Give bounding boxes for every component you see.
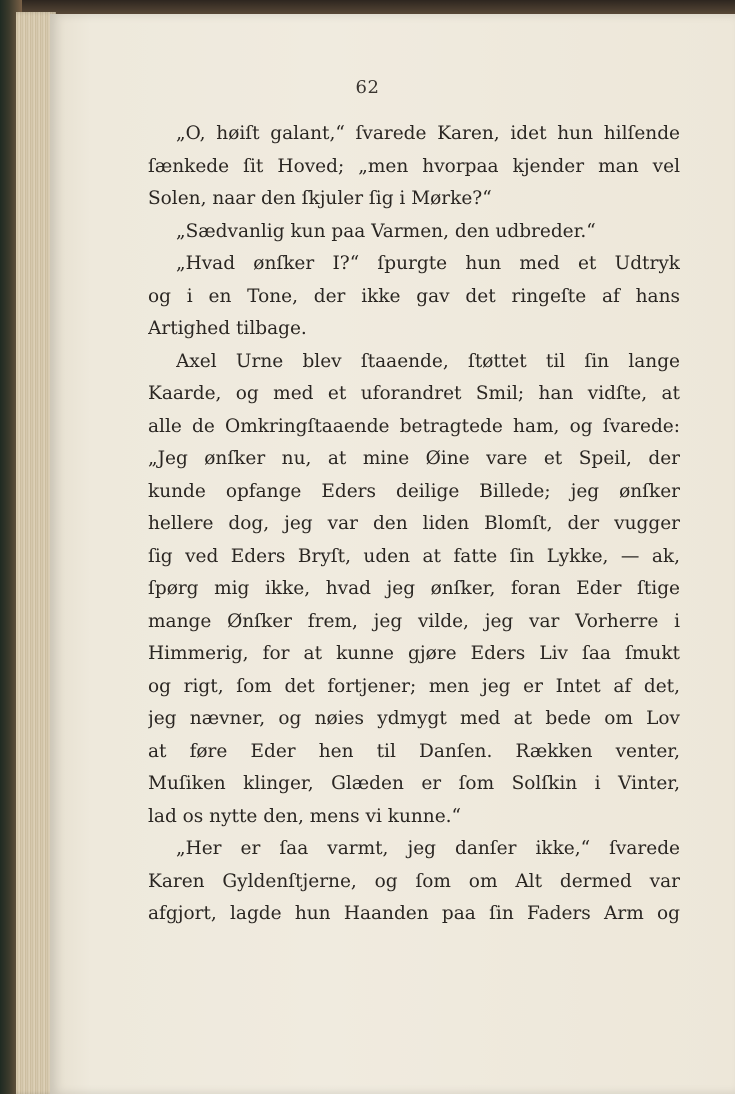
text-line: jeg nævner, og nøies ydmygt med at bede om Lov bbox=[148, 708, 680, 729]
text-line: Himmerig, for at kunne gjøre Eders Liv ſaa ſmukt bbox=[148, 643, 680, 664]
text-line: „O, høiſt galant,“ ſvarede Karen, idet hun hilſende bbox=[176, 123, 680, 144]
text-line: Kaarde, og med et uforandret Smil; han vidſte, at bbox=[148, 383, 680, 404]
text-line: kunde opfange Eders deilige Billede; jeg ønſker bbox=[148, 480, 680, 502]
text-line: Axel Urne blev ſtaaende, ſtøttet til ſin lange bbox=[176, 350, 680, 372]
text-line: Karen Gyldenſtjerne, og ſom om Alt dermed var bbox=[148, 870, 680, 892]
text-line: afgjort, lagde hun Haanden paa ſin Faders Arm og bbox=[148, 903, 680, 924]
text-line: hellere dog, jeg var den liden Blomſt, der vugger bbox=[148, 513, 680, 534]
text-line: „Her er ſaa varmt, jeg danſer ikke,“ ſvarede bbox=[176, 838, 680, 859]
text-line: „Jeg ønſker nu, at mine Øine vare et Speil, der bbox=[148, 448, 680, 469]
text-line: Muſiken klinger, Glæden er ſom Solſkin i Vinter, bbox=[148, 773, 680, 794]
text-line: alle de Omkringſtaaende betragtede ham, og ſvarede: bbox=[148, 415, 680, 437]
body-text bbox=[148, 118, 680, 931]
text-line: ſig ved Eders Bryſt, uden at fatte ſin Lykke, — ak, bbox=[148, 545, 680, 567]
text-line: Artighed tilbage. bbox=[148, 318, 307, 339]
text-line: „Sædvanlig kun paa Varmen, den udbreder.“ bbox=[176, 220, 596, 242]
text-line: „Hvad ønſker I?“ ſpurgte hun med et Udtryk bbox=[176, 253, 680, 274]
text-line: og rigt, ſom det fortjener; men jeg er Intet af det, bbox=[148, 675, 680, 697]
text-line: lad os nytte den, mens vi kunne.“ bbox=[148, 805, 461, 827]
page-number: 62 bbox=[355, 77, 380, 98]
text-line: ſpørg mig ikke, hvad jeg ønſker, foran Eder ſtige bbox=[148, 578, 680, 599]
text-line: at føre Eder hen til Danſen. Rækken venter, bbox=[148, 740, 680, 762]
text-line: mange Ønſker frem, jeg vilde, jeg var Vorherre i bbox=[148, 610, 680, 632]
text-line: og i en Tone, der ikke gav det ringeſte af hans bbox=[148, 285, 680, 307]
text-line: Solen, naar den ſkjuler ſig i Mørke?“ bbox=[148, 188, 492, 209]
text-line: ſænkede ſit Hoved; „men hvorpaa kjender man vel bbox=[148, 155, 680, 177]
